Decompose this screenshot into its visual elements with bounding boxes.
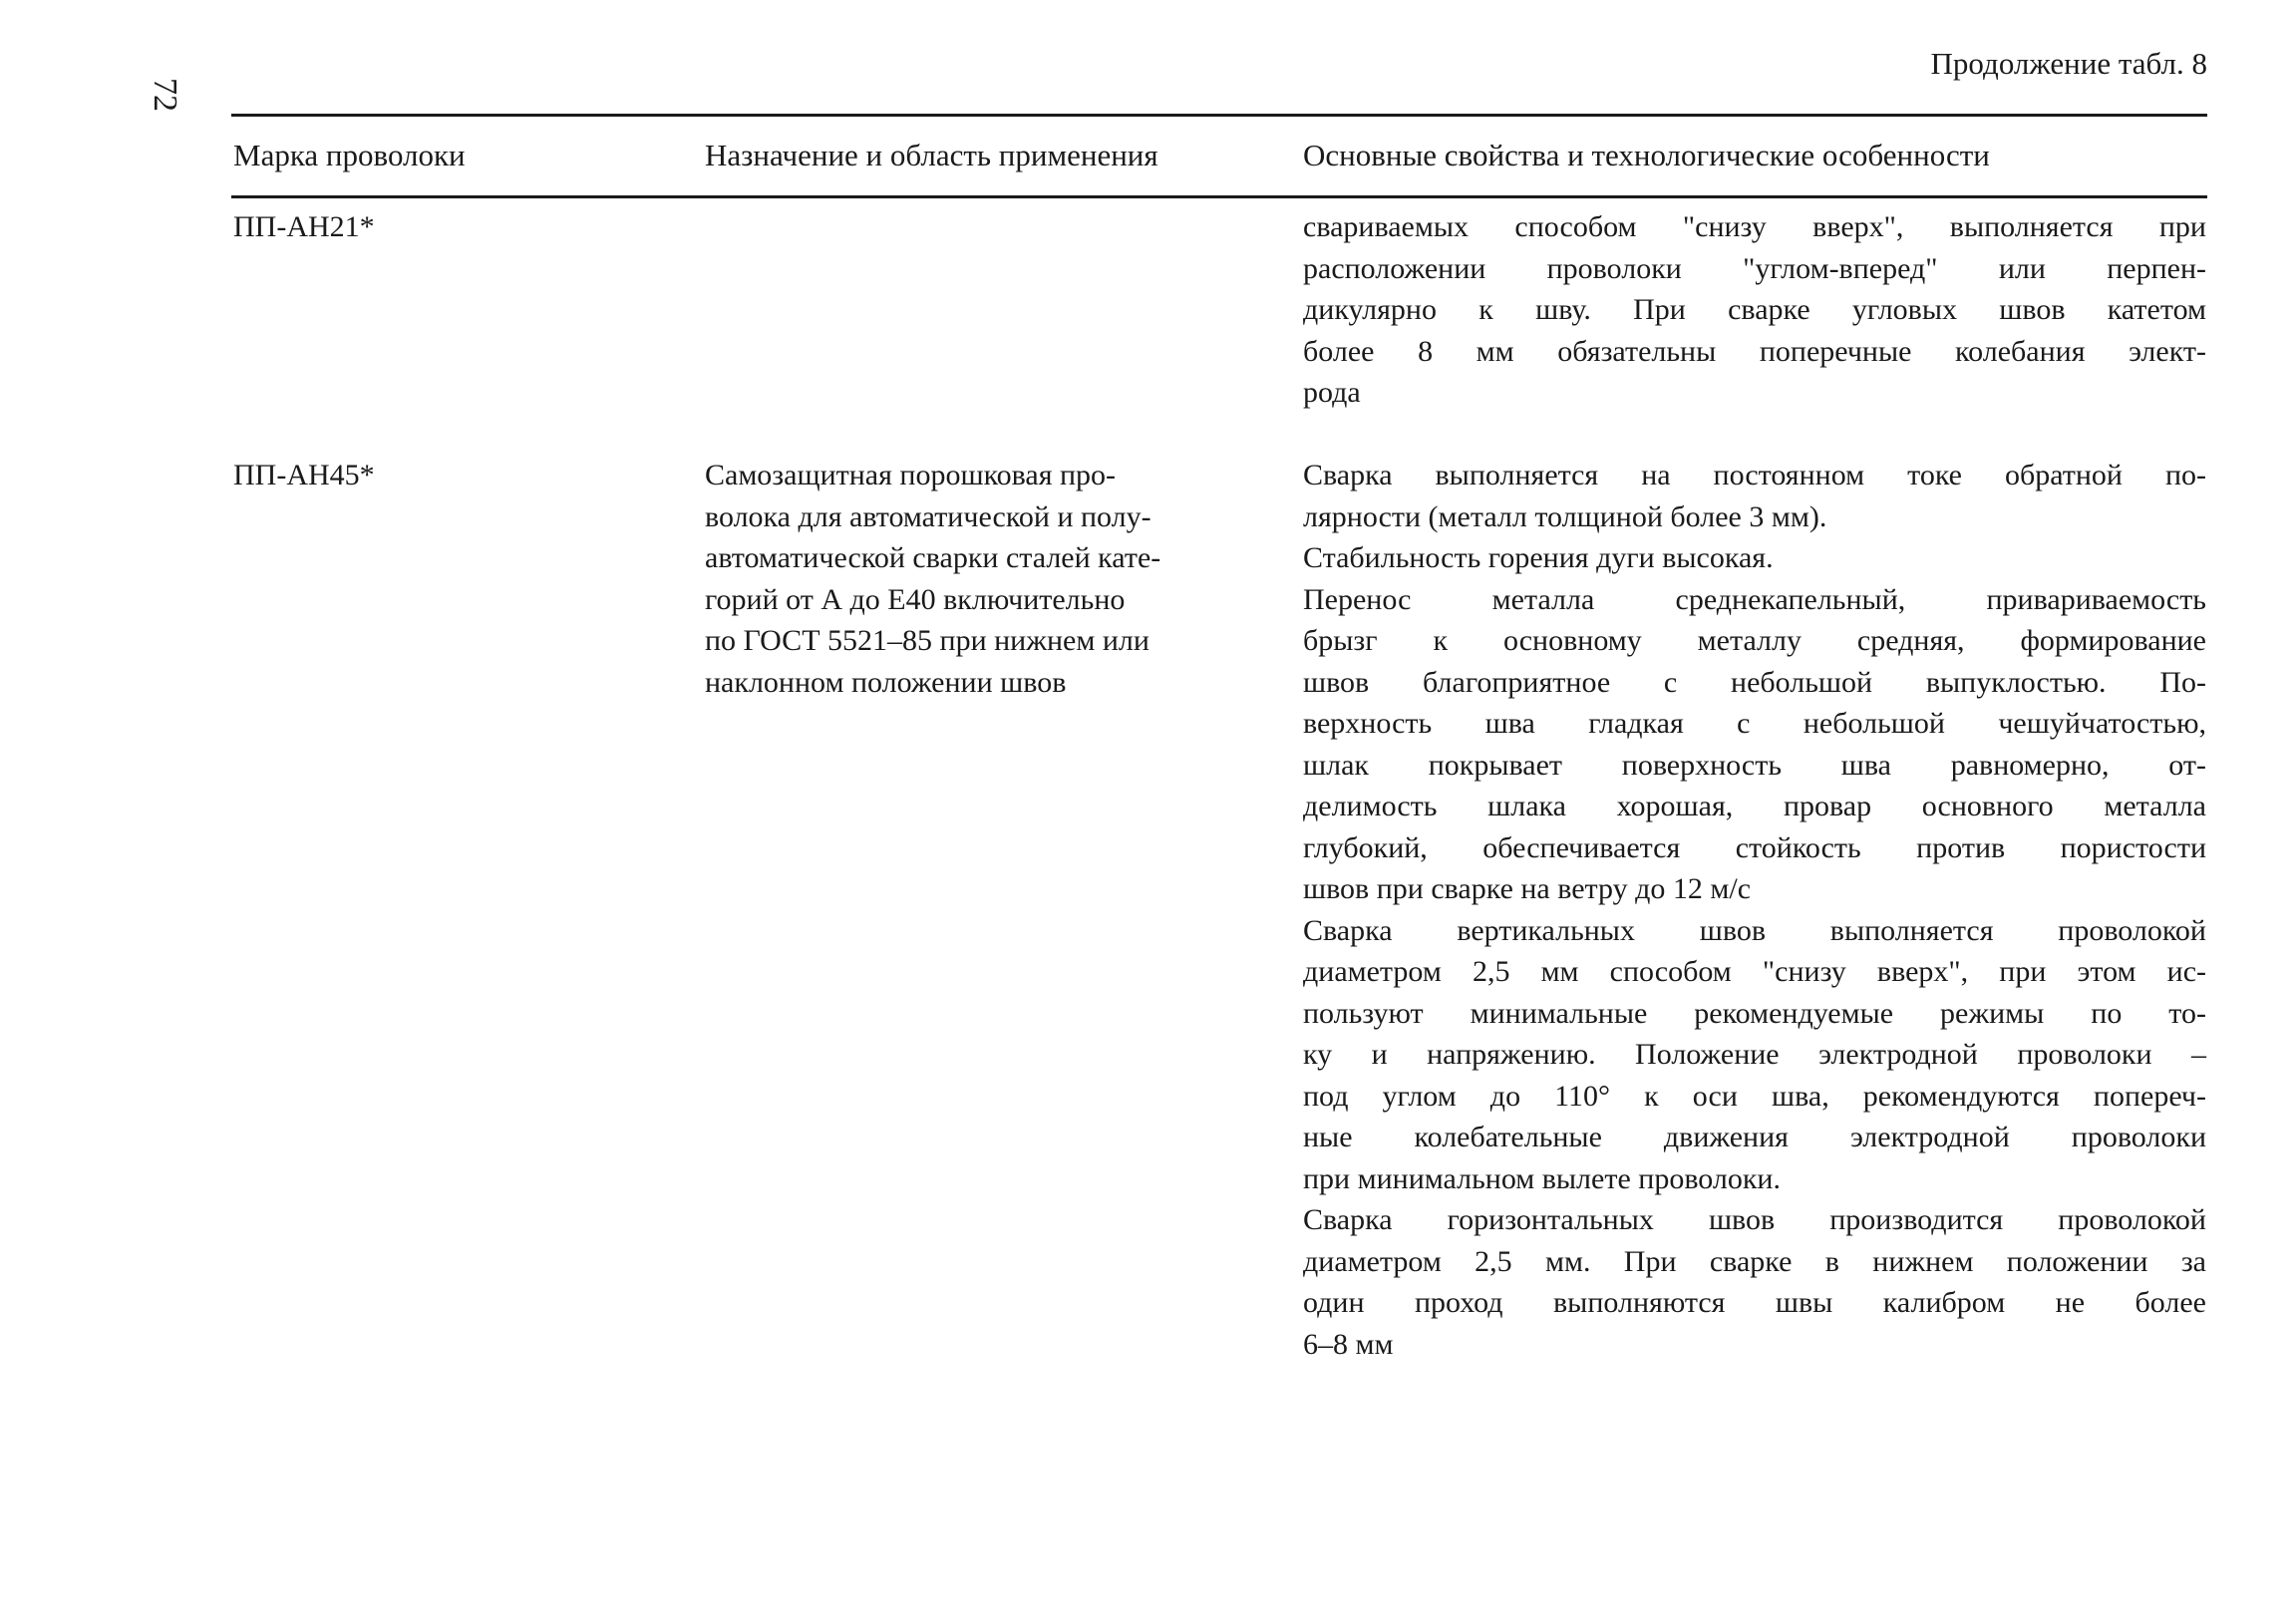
cell-properties xyxy=(1303,206,2206,414)
properties-line: Стабильность горения дуги высокая. xyxy=(1303,541,1774,574)
properties-line: под углом до 110° к оси шва, рекомендуются попереч- xyxy=(1303,1079,2206,1113)
properties-line: Сварка выполняется на постоянном токе обратной по- xyxy=(1303,459,2206,491)
header-properties: Основные свойства и технологические особенности xyxy=(1303,138,1990,172)
properties-line: пользуют минимальные рекомендуемые режимы по то- xyxy=(1303,996,2206,1030)
properties-line: один проход выполняются швы калибром не более xyxy=(1303,1286,2206,1319)
header-mark: Марка проволоки xyxy=(233,138,466,172)
properties-line: брызг к основному металлу средняя, формирование xyxy=(1303,624,2206,657)
table-row xyxy=(231,202,2207,455)
purpose-line: горий от А до Е40 включительно xyxy=(705,582,1126,616)
purpose-line: наклонном положении швов xyxy=(705,665,1067,699)
properties-line: диаметром 2,5 мм. При сварке в нижнем положении за xyxy=(1303,1244,2206,1278)
properties-line: при минимальном вылете проволоки. xyxy=(1303,1161,1781,1195)
properties-line: 6–8 мм xyxy=(1303,1327,1394,1361)
header-purpose: Назначение и область применения xyxy=(705,138,1158,172)
properties-line: ку и напряжению. Положение электродной проволоки – xyxy=(1303,1038,2206,1071)
properties-line: рода xyxy=(1303,376,1361,409)
properties-line: лярности (металл толщиной более 3 мм). xyxy=(1303,499,1827,533)
properties-line: Перенос металла среднекапельный, привариваемость xyxy=(1303,582,2206,616)
properties-line: дикулярно к шву. При сварке угловых швов катетом xyxy=(1303,293,2206,326)
properties-line: диаметром 2,5 мм способом "снизу вверх", при этом ис- xyxy=(1303,955,2206,988)
purpose-line: автоматической сварки сталей кате- xyxy=(705,541,1161,574)
properties-line: делимость шлака хорошая, провар основного металла xyxy=(1303,790,2206,822)
properties-line: свариваемых способом "снизу вверх", выполняется при xyxy=(1303,210,2206,243)
table-header-row xyxy=(231,114,2207,198)
properties-line: Сварка горизонтальных швов производится проволокой xyxy=(1303,1203,2206,1236)
cell-properties xyxy=(1303,455,2206,1365)
wire-table xyxy=(231,114,2207,1382)
cell-mark: ПП-АН21* xyxy=(233,210,375,243)
properties-line: швов благоприятное с небольшой выпуклостью. По- xyxy=(1303,665,2206,699)
properties-line: шлак покрывает поверхность шва равномерно, от- xyxy=(1303,748,2206,782)
table-row xyxy=(231,455,2207,1382)
cell-purpose xyxy=(705,455,1263,703)
properties-line: швов при сварке на ветру до 12 м/с xyxy=(1303,872,1752,905)
properties-line: верхность шва гладкая с небольшой чешуйчатостью, xyxy=(1303,707,2206,740)
properties-line: Сварка вертикальных швов выполняется проволокой xyxy=(1303,913,2206,947)
purpose-line: волока для автоматической и полу- xyxy=(705,499,1151,533)
properties-line: ные колебательные движения электродной проволоки xyxy=(1303,1121,2206,1153)
page-number: 72 xyxy=(147,78,183,112)
table-continuation-caption: Продолжение табл. 8 xyxy=(1930,46,2207,81)
purpose-line: Самозащитная порошковая про- xyxy=(705,459,1117,491)
cell-mark: ПП-АН45* xyxy=(233,459,375,491)
purpose-line: по ГОСТ 5521–85 при нижнем или xyxy=(705,624,1149,657)
properties-line: расположении проволоки "углом-вперед" или перпен- xyxy=(1303,251,2206,285)
properties-line: более 8 мм обязательны поперечные колебания элект- xyxy=(1303,334,2206,368)
properties-line: глубокий, обеспечивается стойкость против пористости xyxy=(1303,830,2206,864)
